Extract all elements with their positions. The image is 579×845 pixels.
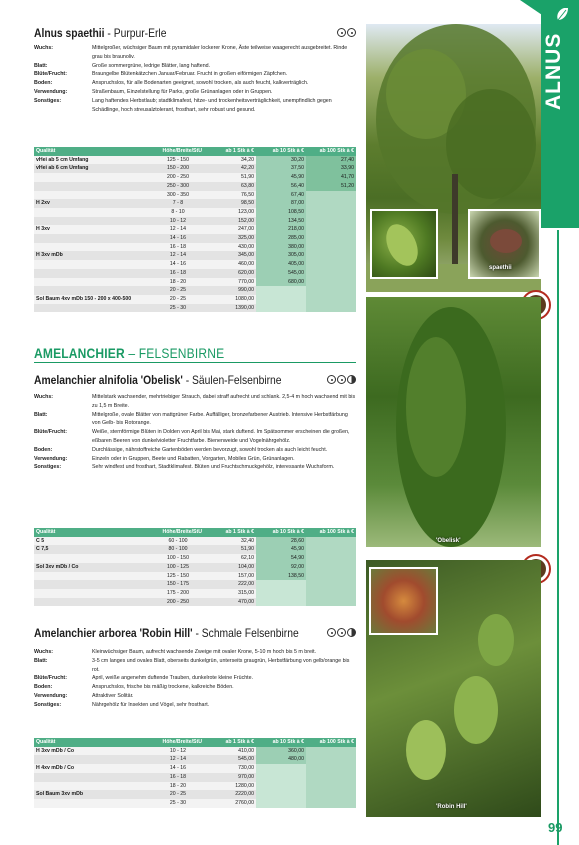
- table-row: [34, 580, 356, 589]
- cell-price-1: 247,00: [204, 225, 256, 234]
- cell-price-1: 470,00: [204, 598, 256, 607]
- column-header-p1: ab 1 Stk à €: [204, 528, 256, 537]
- cell-size: 12 - 14: [152, 251, 204, 260]
- table-row: [34, 199, 356, 208]
- alnus-boden: Anspruchslos, für alle Bodenarten geeignet, sowohl trocken, als auch feucht, kalkverträglich.: [92, 80, 309, 87]
- half-shade-icon: [347, 375, 356, 384]
- label-bluete: Blüte/Frucht:: [34, 429, 67, 436]
- cell-size: 125 - 150: [152, 572, 204, 581]
- cell-price-1: 345,00: [204, 251, 256, 260]
- label-sonstiges: Sonstiges:: [34, 701, 62, 708]
- cell-price-10: [256, 598, 306, 607]
- table-row: [34, 799, 356, 808]
- cell-price-1: 51,90: [204, 545, 256, 554]
- sun-icon: [337, 628, 346, 637]
- cell-price-10: 108,50: [256, 208, 306, 217]
- cell-quality: [34, 269, 152, 278]
- sun-icon: [327, 628, 336, 637]
- cell-price-10: 305,00: [256, 251, 306, 260]
- cell-price-100: [306, 554, 356, 563]
- sun-icon: [327, 375, 336, 384]
- table-row: [34, 537, 356, 546]
- cell-size: 200 - 250: [152, 173, 204, 182]
- table-row: [34, 554, 356, 563]
- cell-price-10: 134,50: [256, 217, 306, 226]
- cell-quality: [34, 598, 152, 607]
- cell-size: 100 - 150: [152, 554, 204, 563]
- cell-price-10: 28,60: [256, 537, 306, 546]
- table-row: [34, 755, 356, 764]
- cell-price-10: [256, 286, 306, 295]
- cell-price-10: 545,00: [256, 269, 306, 278]
- cell-price-10: 67,40: [256, 191, 306, 200]
- cell-price-1: 157,00: [204, 572, 256, 581]
- label-wuchs: Wuchs:: [34, 394, 54, 400]
- table-row: [34, 164, 356, 173]
- cell-price-10: 405,00: [256, 260, 306, 269]
- cell-price-1: 123,00: [204, 208, 256, 217]
- cell-size: 20 - 25: [152, 286, 204, 295]
- alnus-description: [34, 44, 356, 114]
- alnus-bluete: Braungelbe Blütenkätzchen Januar/Februar. Frucht in großen eiförmigen Zäpfchen.: [92, 71, 288, 78]
- robin-blatt: 3-5 cm langes und ovales Blatt, oberseits dunkelgrün, unterseits graugrün, Herbstfärbung von gelb/orange bis rot.: [92, 657, 350, 673]
- obelisk-wuchs: Mittelstark wachsender, mehrtriebiger Strauch, dabei straff aufrecht und schlank. 2,5-4 m hoch wachsend mit bis zu 1,5 m Breite.: [92, 394, 356, 409]
- table-row: [34, 260, 356, 269]
- cell-size: 20 - 25: [152, 295, 204, 304]
- table-row: [34, 295, 356, 304]
- table-row: [34, 747, 356, 756]
- table-row: [34, 304, 356, 313]
- cell-price-1: 1280,00: [204, 782, 256, 791]
- cell-quality: H 4xv mDb / Co: [34, 764, 152, 773]
- cell-size: 300 - 350: [152, 191, 204, 200]
- column-header-p100: ab 100 Stk à €: [306, 738, 356, 747]
- obelisk-bluete: Weiße, sternförmige Blüten in Dolden von April bis Mai, stark duftend. Im Spätsommer erscheinen die großen, eßbaren Beeren von dunkelvioletter Fruchtfarbe. Bienenweide und Vogelnährgehölz.: [92, 429, 350, 444]
- table-row: [34, 251, 356, 260]
- alnus-heading: [34, 26, 356, 40]
- cell-price-10: 92,00: [256, 563, 306, 572]
- label-blatt: Blatt:: [34, 411, 48, 418]
- cell-size: 16 - 18: [152, 269, 204, 278]
- cell-size: 18 - 20: [152, 782, 204, 791]
- table-row: [34, 773, 356, 782]
- cell-price-100: [306, 755, 356, 764]
- cell-quality: [34, 755, 152, 764]
- amelanchier-section-title: [34, 345, 224, 361]
- cell-price-100: [306, 304, 356, 313]
- alnus-sonstiges: Lang haftendes Herbstlaub; stadtklimafest, hitze- und trockenheitsverträglichkeit, unempfindlich gegen Schädlinge, hoch streusalztolerant, frosthart, sehr robust und gesund.: [92, 97, 332, 113]
- cell-price-100: [306, 278, 356, 287]
- column-header-p10: ab 10 Stk à €: [256, 528, 306, 537]
- table-row: [34, 563, 356, 572]
- cell-quality: [34, 286, 152, 295]
- cell-price-100: [306, 589, 356, 598]
- cell-price-1: 34,20: [204, 156, 256, 165]
- cell-price-1: 460,00: [204, 260, 256, 269]
- cell-quality: [34, 589, 152, 598]
- cell-price-10: 680,00: [256, 278, 306, 287]
- label-verwendung: Verwendung:: [34, 455, 68, 462]
- cell-quality: [34, 278, 152, 287]
- obelisk-photo: [366, 297, 541, 547]
- column-header-p10: ab 10 Stk à €: [256, 738, 306, 747]
- cell-size: 25 - 30: [152, 304, 204, 313]
- robin-price-table: [34, 738, 356, 808]
- alnus-leaf-photo: [370, 209, 438, 279]
- cell-price-1: 730,00: [204, 764, 256, 773]
- cell-price-10: 45,90: [256, 545, 306, 554]
- label-bluete: Blüte/Frucht:: [34, 675, 67, 682]
- cell-price-1: 620,00: [204, 269, 256, 278]
- cell-quality: Sol Baum 4xv mDb 150 - 200 x 400-500: [34, 295, 152, 304]
- cell-size: 8 - 10: [152, 208, 204, 217]
- cell-price-100: [306, 598, 356, 607]
- cell-price-1: 430,00: [204, 243, 256, 252]
- cell-price-1: 51,90: [204, 173, 256, 182]
- cell-price-10: 138,50: [256, 572, 306, 581]
- robin-subtitle: - Schmale Felsenbirne: [192, 626, 299, 640]
- table-row: [34, 589, 356, 598]
- cell-size: 150 - 200: [152, 164, 204, 173]
- cell-quality: [34, 580, 152, 589]
- cell-size: 16 - 18: [152, 243, 204, 252]
- table-row: [34, 208, 356, 217]
- cell-price-10: 37,50: [256, 164, 306, 173]
- cell-quality: C 7,5: [34, 545, 152, 554]
- label-verwendung: Verwendung:: [34, 88, 68, 95]
- cell-price-100: [306, 199, 356, 208]
- column-header-q: Qualität: [34, 147, 152, 156]
- sun-icon: [337, 375, 346, 384]
- cell-size: 12 - 14: [152, 225, 204, 234]
- cell-price-100: [306, 537, 356, 546]
- cell-price-1: 32,40: [204, 537, 256, 546]
- table-row: [34, 572, 356, 581]
- cell-size: 7 - 8: [152, 199, 204, 208]
- table-row: [34, 598, 356, 607]
- cell-price-1: 2760,00: [204, 799, 256, 808]
- robin-light-icons: [327, 628, 356, 637]
- cell-quality: H 3xv mDb: [34, 251, 152, 260]
- column-header-p10: ab 10 Stk à €: [256, 147, 306, 156]
- cell-price-10: 480,00: [256, 755, 306, 764]
- obelisk-subtitle: - Säulen-Felsenbirne: [182, 373, 282, 387]
- obelisk-light-icons: [327, 375, 356, 384]
- section-title-genus: AMELANCHIER: [34, 345, 125, 361]
- cell-price-1: 42,20: [204, 164, 256, 173]
- label-sonstiges: Sonstiges:: [34, 97, 62, 104]
- obelisk-description: [34, 393, 356, 472]
- obelisk-title: Amelanchier alnifolia 'Obelisk': [34, 373, 183, 387]
- cell-price-100: [306, 747, 356, 756]
- cell-price-10: [256, 764, 306, 773]
- table-row: [34, 782, 356, 791]
- cell-quality: [34, 234, 152, 243]
- cell-price-1: 970,00: [204, 773, 256, 782]
- cell-price-100: [306, 286, 356, 295]
- column-header-p1: ab 1 Stk à €: [204, 147, 256, 156]
- cell-price-100: [306, 545, 356, 554]
- cell-quality: [34, 173, 152, 182]
- cell-price-1: 1390,00: [204, 304, 256, 313]
- cell-price-10: 380,00: [256, 243, 306, 252]
- table-row: [34, 764, 356, 773]
- cell-price-10: [256, 589, 306, 598]
- robin-description: [34, 648, 356, 710]
- cell-price-10: 30,20: [256, 156, 306, 165]
- cell-size: 80 - 100: [152, 545, 204, 554]
- cell-price-100: [306, 782, 356, 791]
- column-header-p1: ab 1 Stk à €: [204, 738, 256, 747]
- cell-price-1: 410,00: [204, 747, 256, 756]
- cell-size: 20 - 25: [152, 790, 204, 799]
- cell-price-1: 2220,00: [204, 790, 256, 799]
- cell-size: 10 - 12: [152, 747, 204, 756]
- table-row: [34, 225, 356, 234]
- obelisk-price-table: [34, 528, 356, 606]
- cell-price-10: 45,90: [256, 173, 306, 182]
- table-row: [34, 191, 356, 200]
- cell-price-1: 152,00: [204, 217, 256, 226]
- label-verwendung: Verwendung:: [34, 692, 68, 699]
- robin-title: Amelanchier arborea 'Robin Hill': [34, 626, 193, 640]
- cell-price-1: 770,00: [204, 278, 256, 287]
- cell-price-10: 54,90: [256, 554, 306, 563]
- obelisk-boden: Durchlässige, nährstoffreiche Gartenböden werden bevorzugt, sowohl trocken als auch leicht feucht.: [92, 446, 328, 453]
- cell-size: 250 - 300: [152, 182, 204, 191]
- robin-heading: [34, 626, 356, 640]
- obelisk-heading: [34, 373, 356, 387]
- cell-price-100: [306, 572, 356, 581]
- sun-icon: [337, 28, 346, 37]
- alnus-verwendung: Straßenbaum, Einzelstellung für Parks, große Grünanlagen oder in Gruppen.: [92, 88, 273, 95]
- cell-size: 100 - 125: [152, 563, 204, 572]
- table-row: [34, 545, 356, 554]
- cell-size: 10 - 12: [152, 217, 204, 226]
- cell-size: 60 - 100: [152, 537, 204, 546]
- cell-price-1: 1080,00: [204, 295, 256, 304]
- cell-price-10: 218,00: [256, 225, 306, 234]
- cell-price-1: 325,00: [204, 234, 256, 243]
- cell-quality: [34, 782, 152, 791]
- cell-size: 18 - 20: [152, 278, 204, 287]
- column-header-p100: ab 100 Stk à €: [306, 528, 356, 537]
- cell-price-100: [306, 269, 356, 278]
- table-row: [34, 243, 356, 252]
- cell-size: 12 - 14: [152, 755, 204, 764]
- cell-quality: H 3xv: [34, 225, 152, 234]
- alnus-subtitle: - Purpur-Erle: [104, 26, 167, 40]
- obelisk-sonstiges: Sehr windfest und frosthart, Stadtklimafest. Blüten und Fruchtschmuckgehölz, interessante Wuchsform.: [92, 464, 335, 471]
- cell-size: 200 - 250: [152, 598, 204, 607]
- cell-price-10: 56,40: [256, 182, 306, 191]
- column-header-q: Qualität: [34, 528, 152, 537]
- table-row: [34, 790, 356, 799]
- cell-price-100: [306, 799, 356, 808]
- label-blatt: Blatt:: [34, 62, 48, 69]
- alnus-wuchs: Mittelgroßer, wüchsiger Baum mit pyramidaler lockerer Krone, Äste teilweise waagerecht ausgebreitet. Rinde grau bis braunoliv.: [92, 45, 348, 60]
- cell-price-10: 360,00: [256, 747, 306, 756]
- cell-price-100: [306, 217, 356, 226]
- obelisk-blatt: Mittelgroße, ovale Blätter von mattgrüner Farbe. Auffälliger, bronzefarbener Austrieb. Intensive Herbstfärbung von Gelb- bis Rotorange.: [92, 411, 348, 427]
- cell-quality: [34, 554, 152, 563]
- cell-price-100: [306, 790, 356, 799]
- cell-size: 16 - 18: [152, 773, 204, 782]
- cell-quality: [34, 304, 152, 313]
- column-header-h: Höhe/Breite/StU: [152, 528, 204, 537]
- cell-price-1: 315,00: [204, 589, 256, 598]
- section-title-common: – FELSENBIRNE: [124, 345, 225, 361]
- cell-price-100: [306, 563, 356, 572]
- label-wuchs: Wuchs:: [34, 45, 54, 51]
- cell-price-100: [306, 225, 356, 234]
- cell-quality: [34, 260, 152, 269]
- cell-quality: [34, 572, 152, 581]
- cell-price-100: 33,90: [306, 164, 356, 173]
- column-header-q: Qualität: [34, 738, 152, 747]
- section-rule: [34, 362, 356, 363]
- cell-quality: H 2xv: [34, 199, 152, 208]
- cell-quality: [34, 217, 152, 226]
- cell-price-1: 545,00: [204, 755, 256, 764]
- table-row: [34, 234, 356, 243]
- cell-quality: [34, 208, 152, 217]
- cell-price-1: 222,00: [204, 580, 256, 589]
- cell-quality: [34, 243, 152, 252]
- cell-price-100: [306, 251, 356, 260]
- cell-quality: Sol Baum 3xv mDb: [34, 790, 152, 799]
- cell-price-10: 87,00: [256, 199, 306, 208]
- cell-price-1: 76,50: [204, 191, 256, 200]
- cell-price-100: [306, 243, 356, 252]
- robin-sonstiges: Nährgehölz für Insekten und Vögel, sehr frosthart.: [92, 701, 210, 708]
- cell-quality: H 3xv mDb / Co: [34, 747, 152, 756]
- cell-price-100: [306, 191, 356, 200]
- label-sonstiges: Sonstiges:: [34, 464, 62, 471]
- cell-price-100: [306, 234, 356, 243]
- label-boden: Boden:: [34, 80, 53, 87]
- alnus-title: Alnus spaethii: [34, 26, 105, 40]
- table-row: [34, 286, 356, 295]
- cell-size: 125 - 150: [152, 156, 204, 165]
- robin-hill-flower-photo: [369, 567, 438, 635]
- cell-price-10: [256, 304, 306, 313]
- cell-size: 14 - 16: [152, 260, 204, 269]
- cell-size: 175 - 200: [152, 589, 204, 598]
- cell-size: 14 - 16: [152, 764, 204, 773]
- cell-quality: [34, 191, 152, 200]
- cell-price-100: 41,70: [306, 173, 356, 182]
- cell-quality: [34, 799, 152, 808]
- section-tab-label: ALNUS: [542, 32, 565, 110]
- label-wuchs: Wuchs:: [34, 649, 54, 655]
- cell-price-1: 104,00: [204, 563, 256, 572]
- cell-price-10: [256, 295, 306, 304]
- cell-quality: [34, 773, 152, 782]
- cell-price-100: [306, 295, 356, 304]
- cell-price-100: [306, 208, 356, 217]
- cell-price-10: [256, 799, 306, 808]
- cell-price-10: [256, 773, 306, 782]
- robin-wuchs: Kleinwüchsiger Baum, aufrecht wachsende Zweige mit ovaler Krone, 5-10 m hoch bis 5 m breit.: [92, 649, 317, 655]
- cell-size: 25 - 30: [152, 799, 204, 808]
- cell-price-10: [256, 790, 306, 799]
- robin-hill-caption: 'Robin Hill': [436, 804, 467, 810]
- cell-price-1: 98,50: [204, 199, 256, 208]
- label-boden: Boden:: [34, 684, 53, 691]
- cell-price-10: 285,00: [256, 234, 306, 243]
- table-row: [34, 217, 356, 226]
- label-blatt: Blatt:: [34, 657, 48, 664]
- side-rule: [557, 230, 559, 845]
- table-row: [34, 156, 356, 165]
- column-header-p100: ab 100 Stk à €: [306, 147, 356, 156]
- cell-price-10: [256, 580, 306, 589]
- cell-price-1: 990,00: [204, 286, 256, 295]
- alnus-blatt: Große sommergrüne, ledrige Blätter, lang haftend.: [92, 62, 211, 69]
- table-row: [34, 278, 356, 287]
- table-row: [34, 182, 356, 191]
- label-bluete: Blüte/Frucht:: [34, 71, 67, 78]
- cell-price-100: [306, 773, 356, 782]
- spaethii-caption: spaethii: [489, 265, 512, 271]
- sun-icon: [347, 28, 356, 37]
- column-header-h: Höhe/Breite/StU: [152, 147, 204, 156]
- obelisk-verwendung: Einzeln oder in Gruppen, Beete und Rabatten, Vorgarten, Mobiles Grün, Grünanlagen.: [92, 455, 295, 462]
- table-row: [34, 173, 356, 182]
- cell-price-100: 27,40: [306, 156, 356, 165]
- column-header-h: Höhe/Breite/StU: [152, 738, 204, 747]
- cell-size: 14 - 16: [152, 234, 204, 243]
- cell-price-100: [306, 260, 356, 269]
- cell-price-100: [306, 764, 356, 773]
- cell-price-1: 63,80: [204, 182, 256, 191]
- page-number: 99: [548, 820, 563, 835]
- cell-quality: vHei ab 6 cm Umfang: [34, 164, 152, 173]
- cell-size: 150 - 175: [152, 580, 204, 589]
- cell-quality: C 5: [34, 537, 152, 546]
- table-row: [34, 269, 356, 278]
- alnus-price-table: [34, 147, 356, 312]
- cell-price-10: [256, 782, 306, 791]
- half-shade-icon: [347, 628, 356, 637]
- robin-verwendung: Attraktiver Solitär.: [92, 692, 134, 699]
- robin-boden: Anspruchslos, frische bis mäßig trockene, kalkreiche Böden.: [92, 684, 234, 691]
- obelisk-caption: 'Obelisk': [436, 538, 461, 544]
- cell-price-100: [306, 580, 356, 589]
- cell-quality: Sol 3xv mDb / Co: [34, 563, 152, 572]
- cell-price-100: 51,20: [306, 182, 356, 191]
- cell-quality: [34, 182, 152, 191]
- cell-price-1: 62,10: [204, 554, 256, 563]
- label-boden: Boden:: [34, 446, 53, 453]
- alnus-light-icons: [337, 28, 356, 37]
- cell-quality: vHei ab 5 cm Umfang: [34, 156, 152, 165]
- robin-bluete: April, weiße angenehm duftende Trauben, dunkelrote kleine Früchte.: [92, 675, 254, 682]
